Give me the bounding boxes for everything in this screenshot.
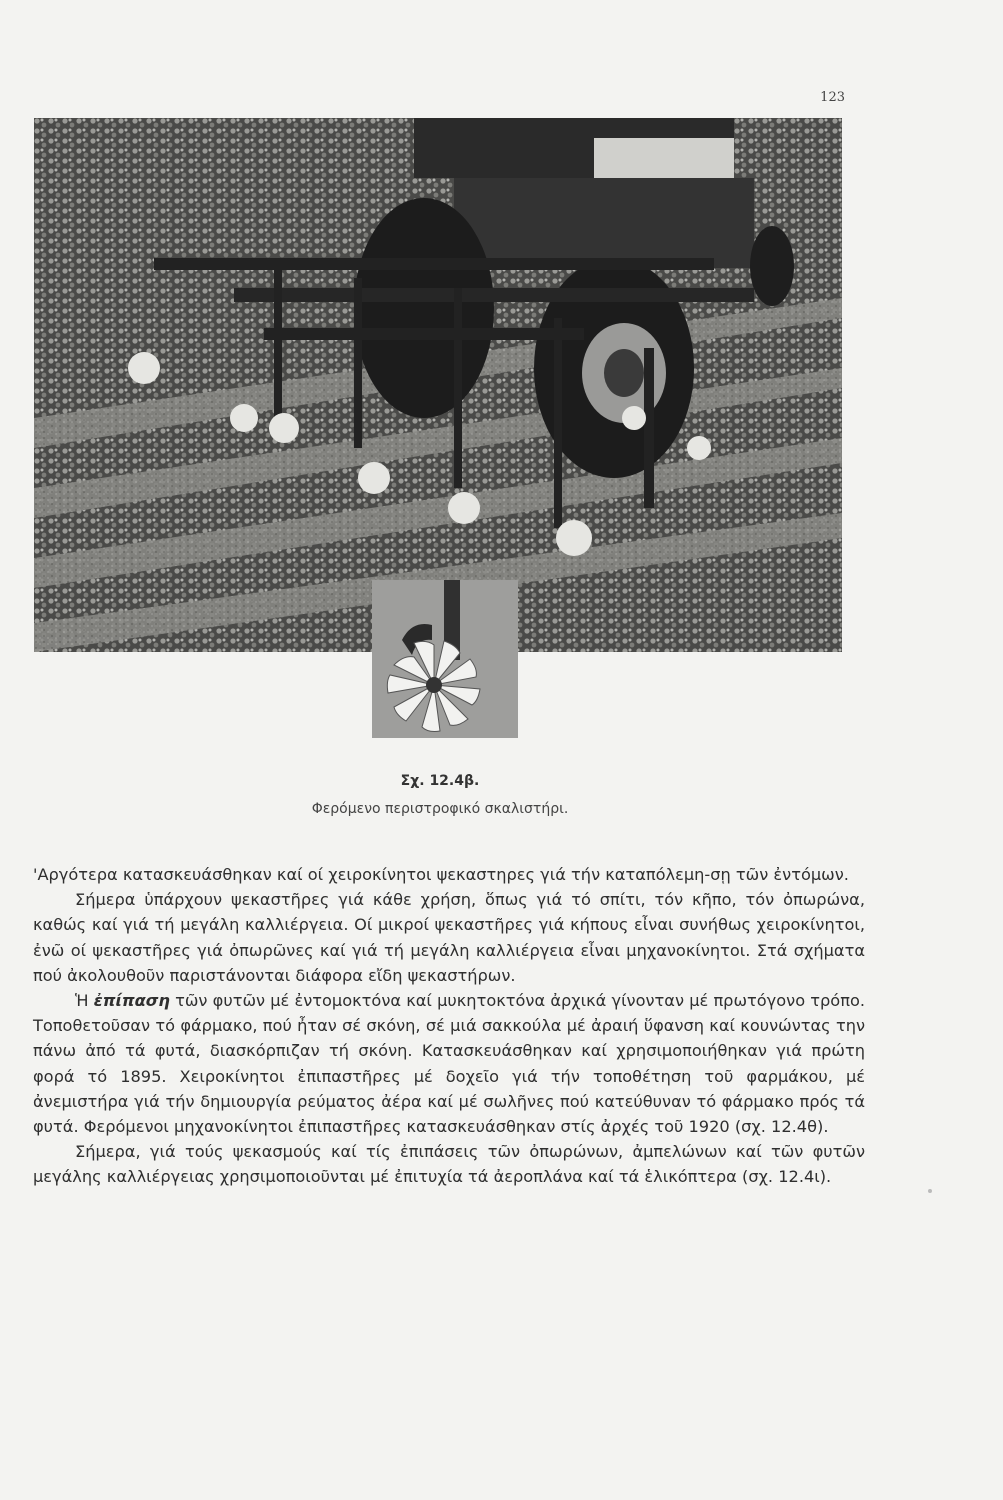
figure-label: Σχ. 12.4β. xyxy=(400,773,480,789)
paper-speck xyxy=(928,1189,932,1193)
paragraph-3 xyxy=(33,988,865,1139)
page-number: 123 xyxy=(820,90,845,105)
paragraph-3-after: τῶν φυτῶν μέ ἐντομοκτόνα καί μυκητοκτόνα ἀρχικά γίνονταν μέ πρωτόγονο τρόπο. Τοποθετοῦσαν τό φάρμακο, πού ἦταν σέ σκόνη, σέ μιά σακκούλα μέ ἀραιή ὕφανση καί κουνώντας την πάνω ἀπό τά φυτά, διασκόρπιζαν τή σκόνη. Κατασκευάσθηκαν καί χρησιμοποιήθηκαν γιά πρώτη φορά τό 1895. Χειροκίνητοι ἐπιπαστῆρες μέ δοχεῖο γιά τήν τοποθέτηση τοῦ φαρμάκου, μέ ἀνεμιστήρα γιά τήν δημιουργία ρεύματος ἀέρα καί μέ σωλῆνες πού κατεύθυναν τό φάρμακο πρός τά φυτά. Φερόμενοι μηχανοκίνητοι ἐπιπαστῆρες κατασκευάσθηκαν στίς ἀρχές τοῦ 1920 (σχ. 12.4θ). xyxy=(33,991,866,1137)
paragraph-3-before: Ἡ xyxy=(75,991,94,1011)
emphasized-term: ἐπίπαση xyxy=(93,991,170,1011)
body-text xyxy=(33,862,865,1190)
paragraph-2: Σήμερα ὑπάρχουν ψεκαστῆρες γιά κάθε χρήση, ὅπως γιά τό σπίτι, τόν κῆπο, τόν ὀπωρώνα, καθώς καί γιά τή μεγάλη καλλιέργεια. Οί μικροί ψεκαστῆρες γιά κήπους εἶναι συνήθως χειροκίνητοι, ἐνῶ οί ψεκαστῆρες γιά ὀπωρῶνες καί γιά τή μεγάλη καλλιέργεια εἶναι μηχανοκίνητοι. Στά σχήματα πού ἀκολουθοῦν παριστάνονται διάφορα εἴδη ψεκαστήρων. xyxy=(33,890,865,985)
paragraph-4: Σήμερα, γιά τούς ψεκασμούς καί τίς ἐπιπάσεις τῶν ὀπωρώνων, ἀμπελώνων καί τῶν φυτῶν μεγάλης καλλιέργειας χρησιμοποιοῦνται μέ ἐπιτυχία τά ἀεροπλάνα καί τά ἑλικόπτερα (σχ. 12.4ι). xyxy=(33,1142,865,1187)
figure-caption: Φερόμενο περιστροφικό σκαλιστήρι. xyxy=(311,801,569,817)
paragraph-1: 'Αργότερα κατασκευάσθηκαν καί οί χειροκίνητοι ψεκαστηρες γιά τήν καταπόλεμη-σῃ τῶν ἐντόμων. xyxy=(33,865,849,884)
rotary-tine-inset-photo xyxy=(372,580,518,738)
tractor-cultivator-photo xyxy=(34,118,842,652)
